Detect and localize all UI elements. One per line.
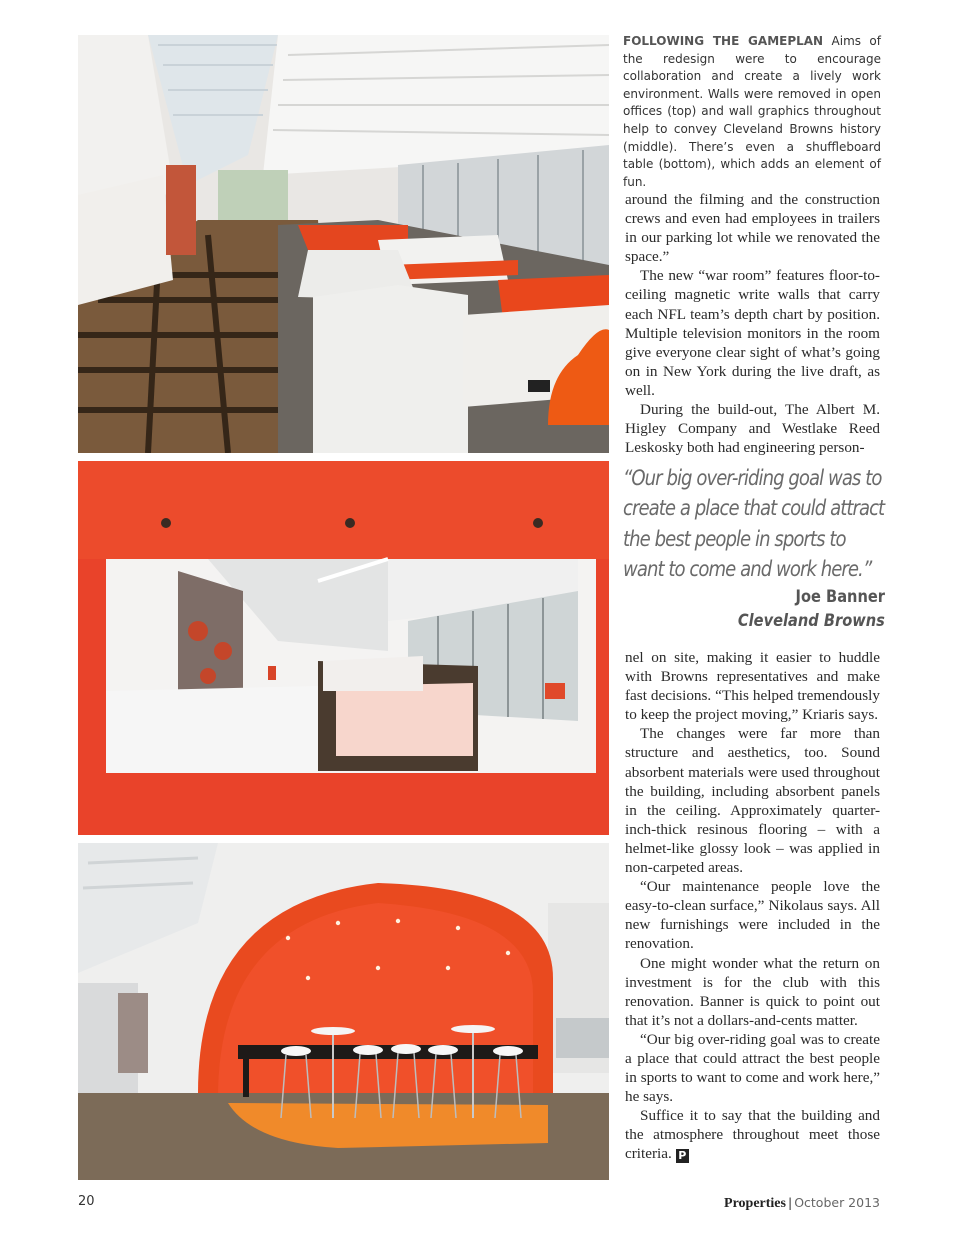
publication-name: Properties [724,1196,786,1211]
end-mark-icon: P [676,1149,689,1163]
paragraph: nel on site, making it easier to huddle with Browns representatives and make fast decisions. “This helped tremendously to keep the project moving,” Kriaris says. [625,649,880,724]
paragraph: around the filming and the construction crews and even had employees in trailers in our parking lot while we renovated the space.” [625,191,880,266]
article-column-top [625,190,880,457]
pull-quote-text: “Our big over-riding goal was to create a place that could attract the best people in sports to want to come and work here.” [623,466,885,581]
caption-text: Aims of the redesign were to encourage collaboration and create a lively work environment. Walls were removed in open offices (top) and wall graphics throughout help to convey Cleveland Browns history (middle). There’s even a shuffleboard table (bottom), which adds an element of fun. [623,34,881,189]
open-office-illustration [78,35,609,453]
paragraph: One might wonder what the return on investment is for the club with this renovation. Banner is quick to point out that it’s not a dollars-and-cents matter. [625,954,880,1029]
paragraph: The changes were far more than structure and aesthetics, too. Sound absorbent materials were used throughout the building, including absorbent panels in the ceiling. Approximately quarter-inch-thick resinous flooring – with a helmet-like glossy look – was applied in non-carpeted areas. [625,725,880,877]
photo-open-office [78,35,609,453]
photo-shuffleboard-lounge [78,843,609,1180]
photo-caption [623,33,881,191]
paragraph: “Our big over-riding goal was to create a place that could attract the best people in sports to want to come and work here,” he says. [625,1030,880,1106]
shuffleboard-lounge-illustration [78,843,609,1180]
footer-separator: | [787,1195,793,1210]
publication-footer [724,1195,880,1212]
page-number: 20 [78,1194,95,1209]
article-column-bottom [625,648,880,1164]
issue-date: October 2013 [794,1195,880,1210]
paragraph: During the build-out, The Albert M. Higley Company and Westlake Reed Leskosky both had engineering person- [625,401,880,457]
photo-wall-graphics [78,461,609,835]
paragraph-last-text: Suffice it to say that the building and the atmosphere throughout meet those criteria. [625,1107,880,1163]
paragraph: “Our maintenance people love the easy-to-clean surface,” Nikolaus says. All new furnishings were included in the renovation. [625,878,880,953]
pull-quote-attribution-name: Joe Banner [795,587,885,607]
paragraph: The new “war room” features floor-to-ceiling magnetic write walls that carry each NFL team’s depth chart by position. Multiple television monitors in the room give everyone clear sight of what’s going on in New York during the live draft, as well. [625,267,880,399]
caption-heading: FOLLOWING THE GAMEPLAN [623,34,824,48]
pull-quote-attribution-org: Cleveland Browns [738,611,885,631]
wall-graphics-illustration [78,461,609,835]
paragraph-last [625,1106,880,1163]
pull-quote [623,463,885,631]
